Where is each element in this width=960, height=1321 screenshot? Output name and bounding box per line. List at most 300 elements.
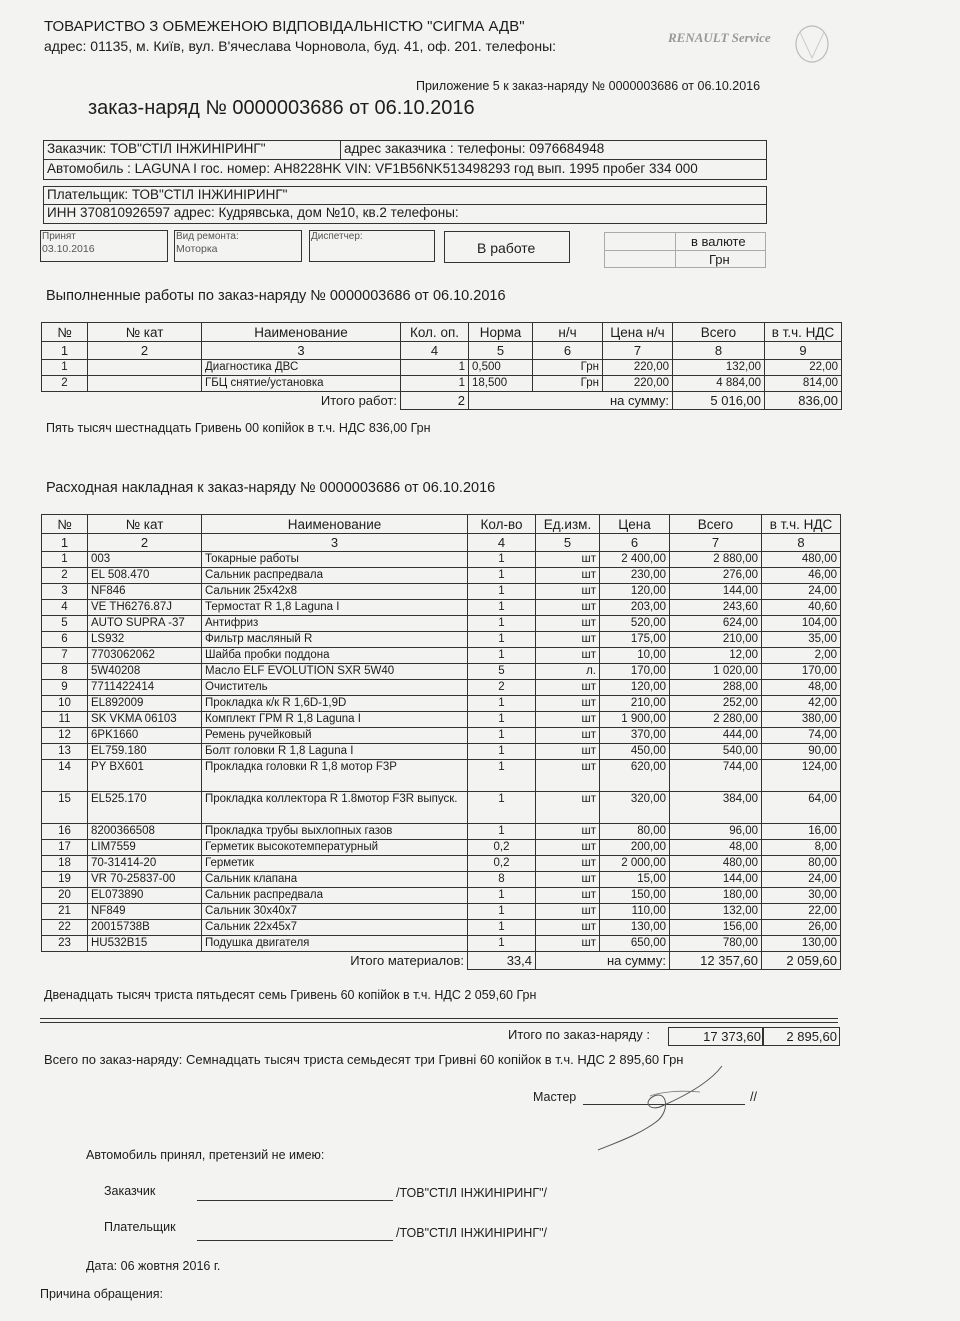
materials-cell-total: 2 280,00 <box>670 712 762 728</box>
materials-cell-name: Сальник распредвала <box>202 888 468 904</box>
accepted-box <box>40 230 168 262</box>
materials-cell-total: 276,00 <box>670 568 762 584</box>
materials-cell-total: 132,00 <box>670 904 762 920</box>
materials-cell-name: Герметик <box>202 856 468 872</box>
materials-cell-total: 780,00 <box>670 936 762 952</box>
materials-cell-n: 3 <box>42 584 88 600</box>
materials-row <box>42 600 841 616</box>
materials-cell-qty: 2 <box>468 680 536 696</box>
works-cell-n: 2 <box>42 376 88 392</box>
works-cell-vat: 814,00 <box>765 376 842 392</box>
materials-cell-name: Ремень ручейковый <box>202 728 468 744</box>
materials-cell-unit: шт <box>536 648 600 664</box>
materials-cell-price: 120,00 <box>600 680 670 696</box>
materials-total-label: Итого материалов: <box>202 952 468 970</box>
materials-cell-unit: шт <box>536 616 600 632</box>
materials-cell-vat: 104,00 <box>762 616 841 632</box>
col-number: 8 <box>762 534 841 552</box>
materials-cell-vat: 40,60 <box>762 600 841 616</box>
materials-cell-unit: шт <box>536 840 600 856</box>
materials-cell-total: 96,00 <box>670 824 762 840</box>
col-number: 6 <box>600 534 670 552</box>
materials-cell-cat: EL073890 <box>88 888 202 904</box>
materials-cell-price: 230,00 <box>600 568 670 584</box>
materials-cell-unit: шт <box>536 744 600 760</box>
signature-scribble <box>590 1062 730 1152</box>
materials-cell-vat: 170,00 <box>762 664 841 680</box>
materials-cell-price: 210,00 <box>600 696 670 712</box>
materials-cell-unit: шт <box>536 888 600 904</box>
materials-cell-price: 2 000,00 <box>600 856 670 872</box>
materials-cell-n: 2 <box>42 568 88 584</box>
payer-details: ИНН 370810926597 адрес: Кудрявська, дом №10, кв.2 телефоны: <box>47 205 459 220</box>
materials-cell-vat: 80,00 <box>762 856 841 872</box>
materials-cell-name: Сальник 25x42x8 <box>202 584 468 600</box>
materials-cell-price: 1 900,00 <box>600 712 670 728</box>
materials-cell-vat: 24,00 <box>762 872 841 888</box>
materials-cell-unit: шт <box>536 920 600 936</box>
customer-address: адрес заказчика : телефоны: 0976684948 <box>344 141 605 156</box>
works-header: № <box>42 323 88 342</box>
materials-cell-unit: шт <box>536 904 600 920</box>
materials-cell-qty: 1 <box>468 552 536 568</box>
materials-cell-qty: 0,2 <box>468 840 536 856</box>
works-total-vat: 836,00 <box>765 392 842 410</box>
works-total-sum: 5 016,00 <box>673 392 765 410</box>
materials-cell-vat: 130,00 <box>762 936 841 952</box>
payer-sign-line <box>197 1226 393 1241</box>
materials-cell-name: Очиститель <box>202 680 468 696</box>
payer-name: Плательщик: ТОВ"СТІЛ ІНЖИНІРИНГ" <box>47 187 288 202</box>
materials-colnum-row <box>42 534 841 552</box>
materials-cell-qty: 1 <box>468 936 536 952</box>
materials-cell-cat: 7703062062 <box>88 648 202 664</box>
materials-cell-n: 6 <box>42 632 88 648</box>
col-number: 4 <box>468 534 536 552</box>
materials-cell-n: 23 <box>42 936 88 952</box>
grand-total-vat: 2 895,60 <box>786 1029 837 1044</box>
works-header: в т.ч. НДС <box>765 323 842 342</box>
materials-cell-qty: 1 <box>468 632 536 648</box>
payer-sign-value: /ТОВ"СТІЛ ІНЖИНІРИНГ"/ <box>396 1226 547 1240</box>
materials-cell-price: 175,00 <box>600 632 670 648</box>
works-cell-qty: 1 <box>401 376 469 392</box>
materials-header: Ед.изм. <box>536 515 600 534</box>
materials-cell-n: 12 <box>42 728 88 744</box>
materials-cell-price: 450,00 <box>600 744 670 760</box>
materials-cell-price: 370,00 <box>600 728 670 744</box>
currency-value: Грн <box>709 252 730 267</box>
materials-row <box>42 872 841 888</box>
materials-cell-qty: 1 <box>468 824 536 840</box>
materials-cell-price: 15,00 <box>600 872 670 888</box>
materials-cell-n: 13 <box>42 744 88 760</box>
materials-cell-unit: шт <box>536 824 600 840</box>
works-cell-n: 1 <box>42 360 88 376</box>
master-suffix: // <box>750 1090 757 1104</box>
company-address: адрес: 01135, м. Київ, вул. В'ячеслава Чорновола, буд. 41, оф. 201. телефоны: <box>44 38 557 54</box>
materials-cell-vat: 42,00 <box>762 696 841 712</box>
materials-cell-unit: шт <box>536 728 600 744</box>
materials-cell-qty: 1 <box>468 712 536 728</box>
materials-cell-price: 200,00 <box>600 840 670 856</box>
works-cell-name: ГБЦ снятие/установка <box>202 376 401 392</box>
col-number: 9 <box>765 342 842 360</box>
materials-cell-unit: шт <box>536 760 600 792</box>
materials-cell-n: 17 <box>42 840 88 856</box>
works-row <box>42 376 842 392</box>
master-label: Мастер <box>533 1090 577 1104</box>
materials-cell-unit: шт <box>536 936 600 952</box>
materials-header: Цена <box>600 515 670 534</box>
materials-cell-name: Термостат R 1,8 Laguna I <box>202 600 468 616</box>
visit-reason-label: Причина обращения: <box>40 1287 163 1301</box>
materials-row <box>42 648 841 664</box>
materials-cell-qty: 1 <box>468 600 536 616</box>
materials-cell-n: 15 <box>42 792 88 824</box>
materials-total-qty: 33,4 <box>468 952 536 970</box>
materials-cell-n: 20 <box>42 888 88 904</box>
materials-cell-qty: 1 <box>468 792 536 824</box>
materials-sum-label: на сумму: <box>536 952 670 970</box>
materials-cell-total: 384,00 <box>670 792 762 824</box>
materials-cell-n: 11 <box>42 712 88 728</box>
materials-cell-total: 144,00 <box>670 584 762 600</box>
materials-cell-unit: шт <box>536 552 600 568</box>
col-number: 8 <box>673 342 765 360</box>
materials-cell-n: 7 <box>42 648 88 664</box>
customer-sign-label: Заказчик <box>104 1184 156 1198</box>
col-number: 6 <box>533 342 603 360</box>
materials-cell-total: 156,00 <box>670 920 762 936</box>
grand-divider <box>40 1018 838 1019</box>
materials-cell-price: 650,00 <box>600 936 670 952</box>
materials-cell-unit: шт <box>536 568 600 584</box>
materials-cell-unit: шт <box>536 600 600 616</box>
materials-header: Наименование <box>202 515 468 534</box>
materials-cell-price: 170,00 <box>600 664 670 680</box>
grand-total-sum-box <box>668 1027 764 1046</box>
materials-cell-n: 4 <box>42 600 88 616</box>
materials-cell-unit: шт <box>536 872 600 888</box>
customer-sign-value: /ТОВ"СТІЛ ІНЖИНІРИНГ"/ <box>396 1186 547 1200</box>
works-cell-price: 220,00 <box>603 376 673 392</box>
col-number: 4 <box>401 342 469 360</box>
works-header: Норма <box>469 323 533 342</box>
materials-cell-cat: SK VKMA 06103 <box>88 712 202 728</box>
materials-cell-n: 18 <box>42 856 88 872</box>
works-header: н/ч <box>533 323 603 342</box>
materials-cell-name: Прокладка коллектора R 1.8мотор F3R выпуск. <box>202 792 468 824</box>
materials-cell-unit: шт <box>536 696 600 712</box>
materials-row <box>42 696 841 712</box>
materials-cell-cat: EL525.170 <box>88 792 202 824</box>
grand-total-sum: 17 373,60 <box>703 1029 761 1044</box>
works-cell-price: 220,00 <box>603 360 673 376</box>
materials-cell-cat: VR 70-25837-00 <box>88 872 202 888</box>
materials-cell-cat: NF849 <box>88 904 202 920</box>
col-number: 5 <box>536 534 600 552</box>
materials-title: Расходная накладная к заказ-наряду № 0000003686 от 06.10.2016 <box>46 480 496 496</box>
materials-cell-price: 110,00 <box>600 904 670 920</box>
works-cell-unit: Грн <box>533 376 603 392</box>
works-header: Цена н/ч <box>603 323 673 342</box>
materials-cell-cat: LIM7559 <box>88 840 202 856</box>
works-header: Всего <box>673 323 765 342</box>
materials-cell-unit: л. <box>536 664 600 680</box>
works-total-label: Итого работ: <box>202 392 401 410</box>
document-date: Дата: 06 жовтня 2016 г. <box>86 1259 221 1273</box>
status-value: В работе <box>477 240 536 256</box>
materials-cell-n: 8 <box>42 664 88 680</box>
materials-cell-qty: 1 <box>468 648 536 664</box>
works-table <box>41 322 842 410</box>
materials-cell-name: Подушка двигателя <box>202 936 468 952</box>
materials-cell-qty: 1 <box>468 616 536 632</box>
materials-row <box>42 712 841 728</box>
col-number: 5 <box>469 342 533 360</box>
materials-cell-cat: NF846 <box>88 584 202 600</box>
status-box <box>444 231 570 263</box>
materials-header: № <box>42 515 88 534</box>
repair-type-label: Вид ремонта: <box>176 231 239 242</box>
company-name: ТОВАРИСТВО З ОБМЕЖЕНОЮ ВІДПОВІДАЛЬНІСТЮ "СИГМА АДВ" <box>44 18 525 35</box>
materials-cell-name: Сальник клапана <box>202 872 468 888</box>
materials-cell-n: 10 <box>42 696 88 712</box>
materials-cell-total: 252,00 <box>670 696 762 712</box>
works-total-in-words: Пять тысяч шестнадцать Гривень 00 копійок в т.ч. НДС 836,00 Грн <box>46 421 431 435</box>
materials-cell-qty: 5 <box>468 664 536 680</box>
materials-cell-cat: 70-31414-20 <box>88 856 202 872</box>
materials-cell-total: 744,00 <box>670 760 762 792</box>
materials-cell-name: Масло ELF EVOLUTION SXR 5W40 <box>202 664 468 680</box>
works-sum-label: на сумму: <box>469 392 673 410</box>
materials-cell-vat: 46,00 <box>762 568 841 584</box>
materials-cell-unit: шт <box>536 680 600 696</box>
materials-cell-name: Сальник распредвала <box>202 568 468 584</box>
repair-type-box <box>174 230 302 262</box>
materials-header-row <box>42 515 841 534</box>
currency-box <box>604 232 766 268</box>
materials-cell-vat: 16,00 <box>762 824 841 840</box>
materials-row <box>42 664 841 680</box>
materials-header: Всего <box>670 515 762 534</box>
materials-cell-total: 444,00 <box>670 728 762 744</box>
materials-row <box>42 552 841 568</box>
materials-cell-vat: 480,00 <box>762 552 841 568</box>
materials-cell-total: 2 880,00 <box>670 552 762 568</box>
materials-cell-cat: VE TH6276.87J <box>88 600 202 616</box>
works-total-qty: 2 <box>401 392 469 410</box>
materials-cell-qty: 1 <box>468 888 536 904</box>
materials-cell-n: 16 <box>42 824 88 840</box>
materials-cell-unit: шт <box>536 792 600 824</box>
materials-cell-n: 21 <box>42 904 88 920</box>
materials-header: Кол-во <box>468 515 536 534</box>
works-cell-norm: 18,500 <box>469 376 533 392</box>
renault-service-logo <box>662 22 832 70</box>
materials-cell-vat: 74,00 <box>762 728 841 744</box>
materials-cell-price: 150,00 <box>600 888 670 904</box>
materials-cell-qty: 1 <box>468 696 536 712</box>
materials-cell-name: Токарные работы <box>202 552 468 568</box>
customer-sign-line <box>197 1186 393 1201</box>
materials-row <box>42 856 841 872</box>
materials-header: № кат <box>88 515 202 534</box>
materials-cell-price: 520,00 <box>600 616 670 632</box>
col-number: 1 <box>42 534 88 552</box>
materials-cell-price: 2 400,00 <box>600 552 670 568</box>
works-total-row <box>42 392 842 410</box>
grand-total-in-words: Всего по заказ-наряду: Семнадцать тысяч триста семьдесят три Гривні 60 копійок в т.ч. НДС 2 895,60 Грн <box>44 1052 684 1067</box>
accepted-date: 03.10.2016 <box>42 243 95 255</box>
col-number: 7 <box>603 342 673 360</box>
materials-row <box>42 824 841 840</box>
materials-cell-total: 480,00 <box>670 856 762 872</box>
materials-cell-name: Прокладка головки R 1,8 мотор F3P <box>202 760 468 792</box>
materials-cell-qty: 8 <box>468 872 536 888</box>
customer-name: Заказчик: ТОВ"СТІЛ ІНЖИНІРИНГ" <box>47 141 266 156</box>
materials-cell-qty: 1 <box>468 568 536 584</box>
materials-cell-cat: LS932 <box>88 632 202 648</box>
materials-cell-name: Комплект ГРМ R 1,8 Laguna I <box>202 712 468 728</box>
materials-cell-cat: 8200366508 <box>88 824 202 840</box>
materials-cell-total: 243,60 <box>670 600 762 616</box>
materials-cell-name: Болт головки R 1,8 Laguna I <box>202 744 468 760</box>
materials-cell-cat: PY BX601 <box>88 760 202 792</box>
materials-row <box>42 680 841 696</box>
works-cell-name: Диагностика ДВС <box>202 360 401 376</box>
materials-row <box>42 936 841 952</box>
accepted-note: Автомобиль принял, претензий не имею: <box>86 1148 325 1162</box>
materials-cell-qty: 1 <box>468 728 536 744</box>
materials-cell-unit: шт <box>536 584 600 600</box>
materials-cell-n: 22 <box>42 920 88 936</box>
logo-text: RENAULT Service <box>668 30 771 45</box>
materials-cell-name: Прокладка трубы выхлопных газов <box>202 824 468 840</box>
col-number: 7 <box>670 534 762 552</box>
materials-cell-cat: EL 508.470 <box>88 568 202 584</box>
materials-cell-n: 19 <box>42 872 88 888</box>
col-number: 3 <box>202 342 401 360</box>
materials-cell-vat: 124,00 <box>762 760 841 792</box>
col-number: 2 <box>88 534 202 552</box>
materials-row <box>42 744 841 760</box>
materials-cell-total: 540,00 <box>670 744 762 760</box>
materials-row <box>42 568 841 584</box>
materials-cell-cat: 5W40208 <box>88 664 202 680</box>
materials-cell-vat: 64,00 <box>762 792 841 824</box>
materials-cell-vat: 26,00 <box>762 920 841 936</box>
materials-cell-cat: AUTO SUPRA -37 <box>88 616 202 632</box>
materials-cell-cat: 7711422414 <box>88 680 202 696</box>
payer-sign-label: Плательщик <box>104 1220 176 1234</box>
works-header: Наименование <box>202 323 401 342</box>
works-colnum-row <box>42 342 842 360</box>
materials-cell-total: 12,00 <box>670 648 762 664</box>
materials-cell-total: 48,00 <box>670 840 762 856</box>
vehicle-info: Автомобиль : LAGUNA I гос. номер: AH8228HK VIN: VF1B56NK513498293 год вып. 1995 пробег 334 000 <box>47 161 698 176</box>
materials-cell-cat: 003 <box>88 552 202 568</box>
materials-cell-price: 10,00 <box>600 648 670 664</box>
materials-row <box>42 584 841 600</box>
currency-label: в валюте <box>691 234 746 249</box>
materials-cell-qty: 1 <box>468 760 536 792</box>
materials-cell-vat: 380,00 <box>762 712 841 728</box>
materials-total-vat: 2 059,60 <box>762 952 841 970</box>
materials-cell-vat: 30,00 <box>762 888 841 904</box>
materials-cell-unit: шт <box>536 856 600 872</box>
materials-cell-cat: 20015738B <box>88 920 202 936</box>
works-cell-cat <box>88 360 202 376</box>
works-cell-total: 132,00 <box>673 360 765 376</box>
materials-cell-price: 80,00 <box>600 824 670 840</box>
materials-row <box>42 616 841 632</box>
materials-cell-name: Фильтр масляный R <box>202 632 468 648</box>
materials-cell-vat: 24,00 <box>762 584 841 600</box>
materials-cell-qty: 1 <box>468 920 536 936</box>
materials-cell-n: 1 <box>42 552 88 568</box>
materials-row <box>42 904 841 920</box>
materials-cell-name: Прокладка к/к R 1,6D-1,9D <box>202 696 468 712</box>
materials-cell-price: 620,00 <box>600 760 670 792</box>
grand-total-label: Итого по заказ-наряду : <box>508 1027 650 1042</box>
works-title: Выполненные работы по заказ-наряду № 0000003686 от 06.10.2016 <box>46 288 506 304</box>
grand-total-vat-box <box>762 1027 840 1046</box>
works-cell-qty: 1 <box>401 360 469 376</box>
materials-row <box>42 728 841 744</box>
materials-cell-name: Сальник 22x45x7 <box>202 920 468 936</box>
col-number: 2 <box>88 342 202 360</box>
materials-row <box>42 920 841 936</box>
works-header: Кол. оп. <box>401 323 469 342</box>
works-cell-unit: Грн <box>533 360 603 376</box>
materials-cell-total: 210,00 <box>670 632 762 648</box>
materials-cell-cat: HU532B15 <box>88 936 202 952</box>
materials-cell-vat: 35,00 <box>762 632 841 648</box>
materials-cell-n: 14 <box>42 760 88 792</box>
materials-total-sum: 12 357,60 <box>670 952 762 970</box>
materials-cell-name: Сальник 30x40x7 <box>202 904 468 920</box>
works-header-row <box>42 323 842 342</box>
materials-cell-n: 5 <box>42 616 88 632</box>
materials-cell-total: 180,00 <box>670 888 762 904</box>
materials-cell-price: 120,00 <box>600 584 670 600</box>
materials-cell-name: Герметик высокотемпературный <box>202 840 468 856</box>
materials-cell-name: Антифриз <box>202 616 468 632</box>
materials-cell-total: 144,00 <box>670 872 762 888</box>
materials-header: в т.ч. НДС <box>762 515 841 534</box>
works-cell-cat <box>88 376 202 392</box>
materials-cell-qty: 0,2 <box>468 856 536 872</box>
materials-row <box>42 792 841 824</box>
repair-type-value: Моторка <box>176 243 218 255</box>
materials-row <box>42 632 841 648</box>
materials-table <box>41 514 841 970</box>
works-cell-total: 4 884,00 <box>673 376 765 392</box>
materials-cell-qty: 1 <box>468 904 536 920</box>
materials-cell-name: Шайба пробки поддона <box>202 648 468 664</box>
works-row <box>42 360 842 376</box>
materials-cell-total: 288,00 <box>670 680 762 696</box>
works-header: № кат <box>88 323 202 342</box>
materials-cell-vat: 22,00 <box>762 904 841 920</box>
works-cell-vat: 22,00 <box>765 360 842 376</box>
materials-row <box>42 888 841 904</box>
materials-cell-price: 130,00 <box>600 920 670 936</box>
page-title: заказ-наряд № 0000003686 от 06.10.2016 <box>88 97 475 119</box>
materials-cell-n: 9 <box>42 680 88 696</box>
